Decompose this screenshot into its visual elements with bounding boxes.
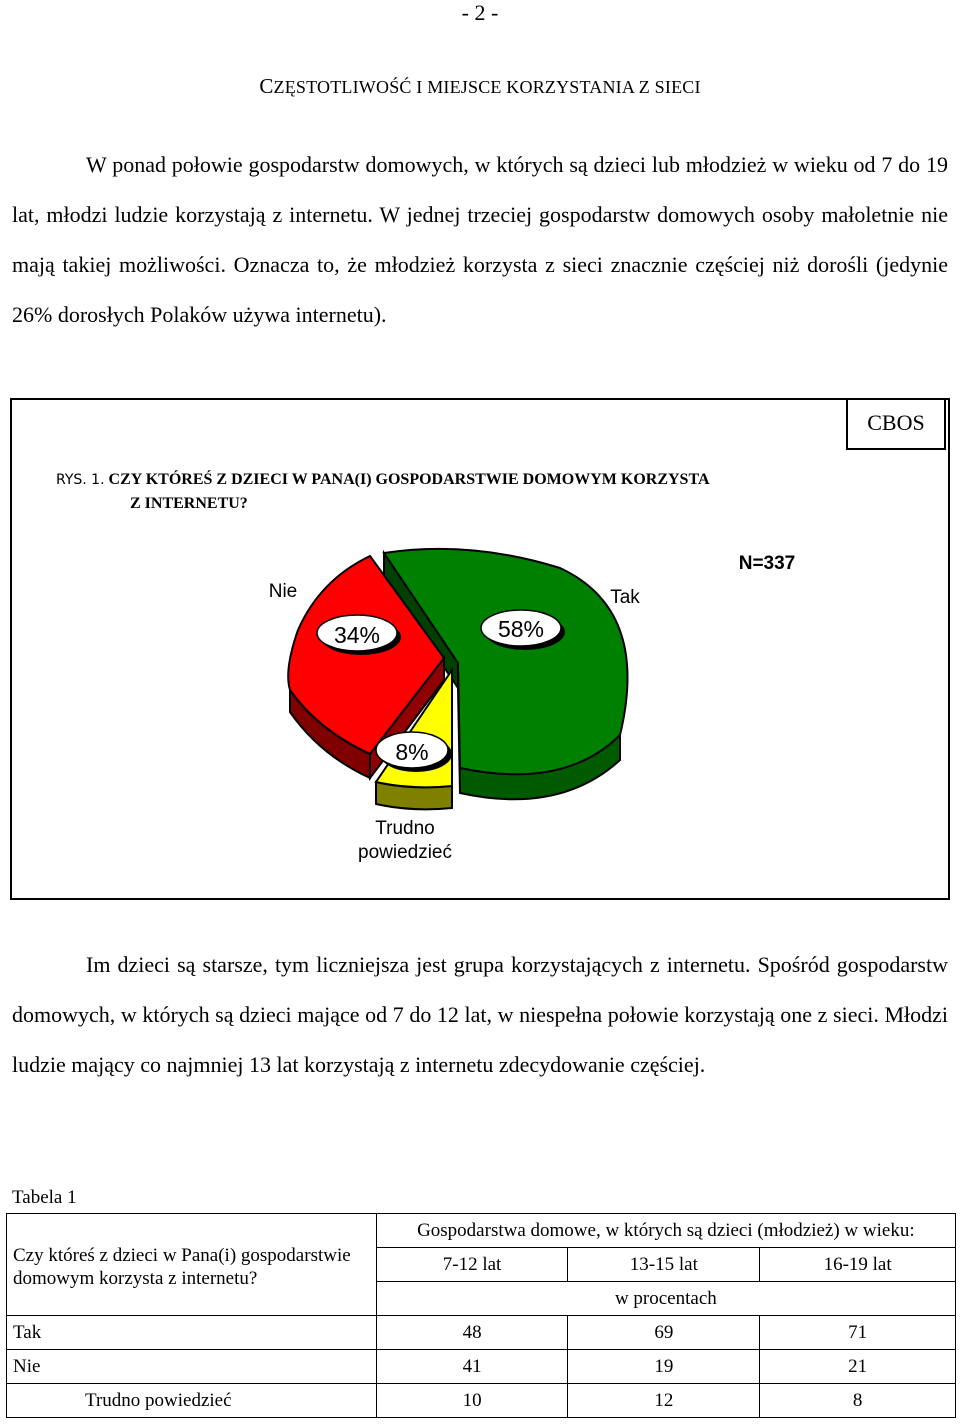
pie-value-tak-text: 58% xyxy=(497,616,545,642)
table-unit: w procentach xyxy=(376,1282,955,1316)
table-row xyxy=(7,1316,956,1350)
pie-label-tak: Tak xyxy=(610,587,640,608)
table-row xyxy=(7,1384,956,1418)
table-cell: 12 xyxy=(568,1384,760,1418)
table-question-cell: Czy któreś z dzieci w Pana(i) gospodarstwie domowym korzysta z internetu? xyxy=(7,1214,377,1316)
table-column-header: 7-12 lat xyxy=(376,1248,568,1282)
table-row-label: Tak xyxy=(7,1316,377,1350)
page-number: - 2 - xyxy=(461,0,499,25)
table-cell: 21 xyxy=(760,1350,956,1384)
table-cell: 69 xyxy=(568,1316,760,1350)
figure-source: CBOS xyxy=(846,398,946,450)
paragraph-2 xyxy=(12,940,948,1090)
paragraph-1-text: W ponad połowie gospodarstw domowych, w których są dzieci lub młodzież w wieku od 7 do 19 lat, młodzi ludzie korzystają z internetu. W jednej trzeciej gospodarstw domowych osoby małoletnie nie mają takiej możliwości. Oznacza to, że młodzież korzysta z sieci znacznie częściej niż dorośli (jedynie 26% dorosłych Polaków używa internetu). xyxy=(12,152,948,327)
table-row-label: Nie xyxy=(7,1350,377,1384)
pie-label-trudno-line1: Trudno xyxy=(375,818,435,839)
figure-question-line2: Z INTERNETU? xyxy=(130,495,248,512)
table-cell: 19 xyxy=(568,1350,760,1384)
data-table xyxy=(6,1213,956,1418)
section-title-initial: C xyxy=(259,74,274,98)
figure-label: RYS. 1. xyxy=(56,472,105,488)
table-cell: 10 xyxy=(376,1384,568,1418)
table-cell: 71 xyxy=(760,1316,956,1350)
table-cell: 41 xyxy=(376,1350,568,1384)
table-cell: 48 xyxy=(376,1316,568,1350)
pie-label-trudno-line2: powiedzieć xyxy=(358,842,452,863)
table-header-row xyxy=(7,1214,956,1248)
table-column-header: 13-15 lat xyxy=(568,1248,760,1282)
table-row-label: Trudno powiedzieć xyxy=(7,1384,377,1418)
table-group-header: Gospodarstwa domowe, w których są dzieci (młodzież) w wieku: xyxy=(376,1214,955,1248)
table-title: Tabela 1 xyxy=(12,1187,77,1208)
pie-value-nie-text: 34% xyxy=(333,622,381,648)
figure-question-line1: CZY KTÓREŚ Z DZIECI W PANA(I) GOSPODARSTWIE DOMOWYM KORZYSTA xyxy=(108,471,710,488)
table-column-header: 16-19 lat xyxy=(760,1248,956,1282)
paragraph-2-text: Im dzieci są starsze, tym liczniejsza jest grupa korzystających z internetu. Spośród gospodarstw domowych, w których są dzieci mające od 7 do 12 lat, w niespełna połowie korzystają one z sieci. Młodzi ludzie mający co najmniej 13 lat korzystają z internetu zdecydowanie częściej. xyxy=(12,952,948,1077)
pie-value-trudno-text: 8% xyxy=(395,739,429,765)
section-title-rest: ZĘSTOTLIWOŚĆ I MIEJSCE KORZYSTANIA Z SIECI xyxy=(273,77,701,97)
table-row xyxy=(7,1350,956,1384)
chart-sample-size: N=337 xyxy=(738,553,796,574)
pie-label-nie: Nie xyxy=(268,581,298,602)
table-cell: 8 xyxy=(760,1384,956,1418)
